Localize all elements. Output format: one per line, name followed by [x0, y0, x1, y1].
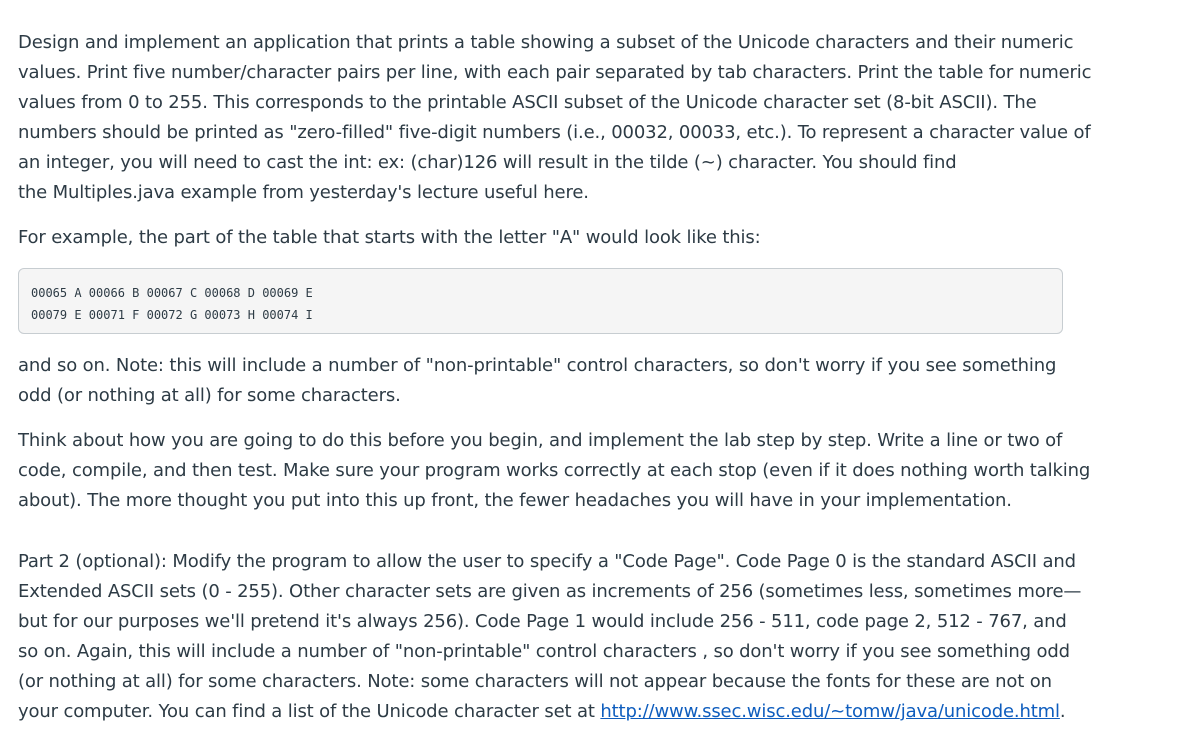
text-line: and so on. Note: this will include a number of "non-printable" control characters, so don't worry if you see something	[18, 355, 1057, 376]
code-line: 00065 A 00066 B 00067 C 00068 D 00069 E	[31, 286, 313, 300]
code-example-block	[18, 268, 1063, 334]
text-line: the Multiples.java example from yesterday's lecture useful here.	[18, 182, 589, 203]
text-line: but for our purposes we'll pretend it's always 256). Code Page 1 would include 256 - 511, code page 2, 512 - 767, and	[18, 611, 1067, 632]
text-line: (or nothing at all) for some characters. Note: some characters will not appear because the fonts for these are not on	[18, 671, 1052, 692]
text-fragment: your computer. You can find a list of the Unicode character set at	[18, 701, 601, 722]
text-line: values. Print five number/character pairs per line, with each pair separated by tab characters. Print the table for numeric	[18, 62, 1092, 83]
intro-paragraph	[18, 28, 1092, 208]
text-line: Think about how you are going to do this before you begin, and implement the lab step by step. Write a line or two of	[18, 430, 1063, 451]
text-line: about). The more thought you put into this up front, the fewer headaches you will have in your implementation.	[18, 490, 1012, 511]
text-line: code, compile, and then test. Make sure your program works correctly at each stop (even if it does nothing worth talking	[18, 460, 1091, 481]
text-line: an integer, you will need to cast the int: ex: (char)126 will result in the tilde (~) character. You should find	[18, 152, 957, 173]
text-line: so on. Again, this will include a number of "non-printable" control characters , so don't worry if you see something odd	[18, 641, 1070, 662]
unicode-list-link[interactable]: http://www.ssec.wisc.edu/~tomw/java/unicode.html	[600, 701, 1060, 722]
text-line: For example, the part of the table that starts with the letter "A" would look like this:	[18, 227, 761, 248]
text-line: Extended ASCII sets (0 - 255). Other character sets are given as increments of 256 (sometimes less, sometimes more—	[18, 581, 1082, 602]
text-line: numbers should be printed as "zero-filled" five-digit numbers (i.e., 00032, 00033, etc.). To represent a character value of	[18, 122, 1091, 143]
think-paragraph	[18, 426, 1091, 516]
text-line-with-link	[18, 697, 1078, 727]
text-fragment: .	[1059, 701, 1066, 722]
assignment-content	[18, 28, 1092, 727]
example-intro-paragraph	[18, 223, 1078, 253]
text-line: odd (or nothing at all) for some characters.	[18, 385, 401, 406]
code-line: 00079 E 00071 F 00072 G 00073 H 00074 I	[31, 308, 313, 322]
text-line: Design and implement an application that prints a table showing a subset of the Unicode characters and their numeric	[18, 32, 1074, 53]
text-line: values from 0 to 255. This corresponds to the printable ASCII subset of the Unicode character set (8-bit ASCII). The	[18, 92, 1037, 113]
note-paragraph	[18, 351, 1078, 411]
part2-paragraph	[18, 547, 1082, 727]
text-line: Part 2 (optional): Modify the program to allow the user to specify a "Code Page". Code Page 0 is the standard ASCII and	[18, 551, 1076, 572]
